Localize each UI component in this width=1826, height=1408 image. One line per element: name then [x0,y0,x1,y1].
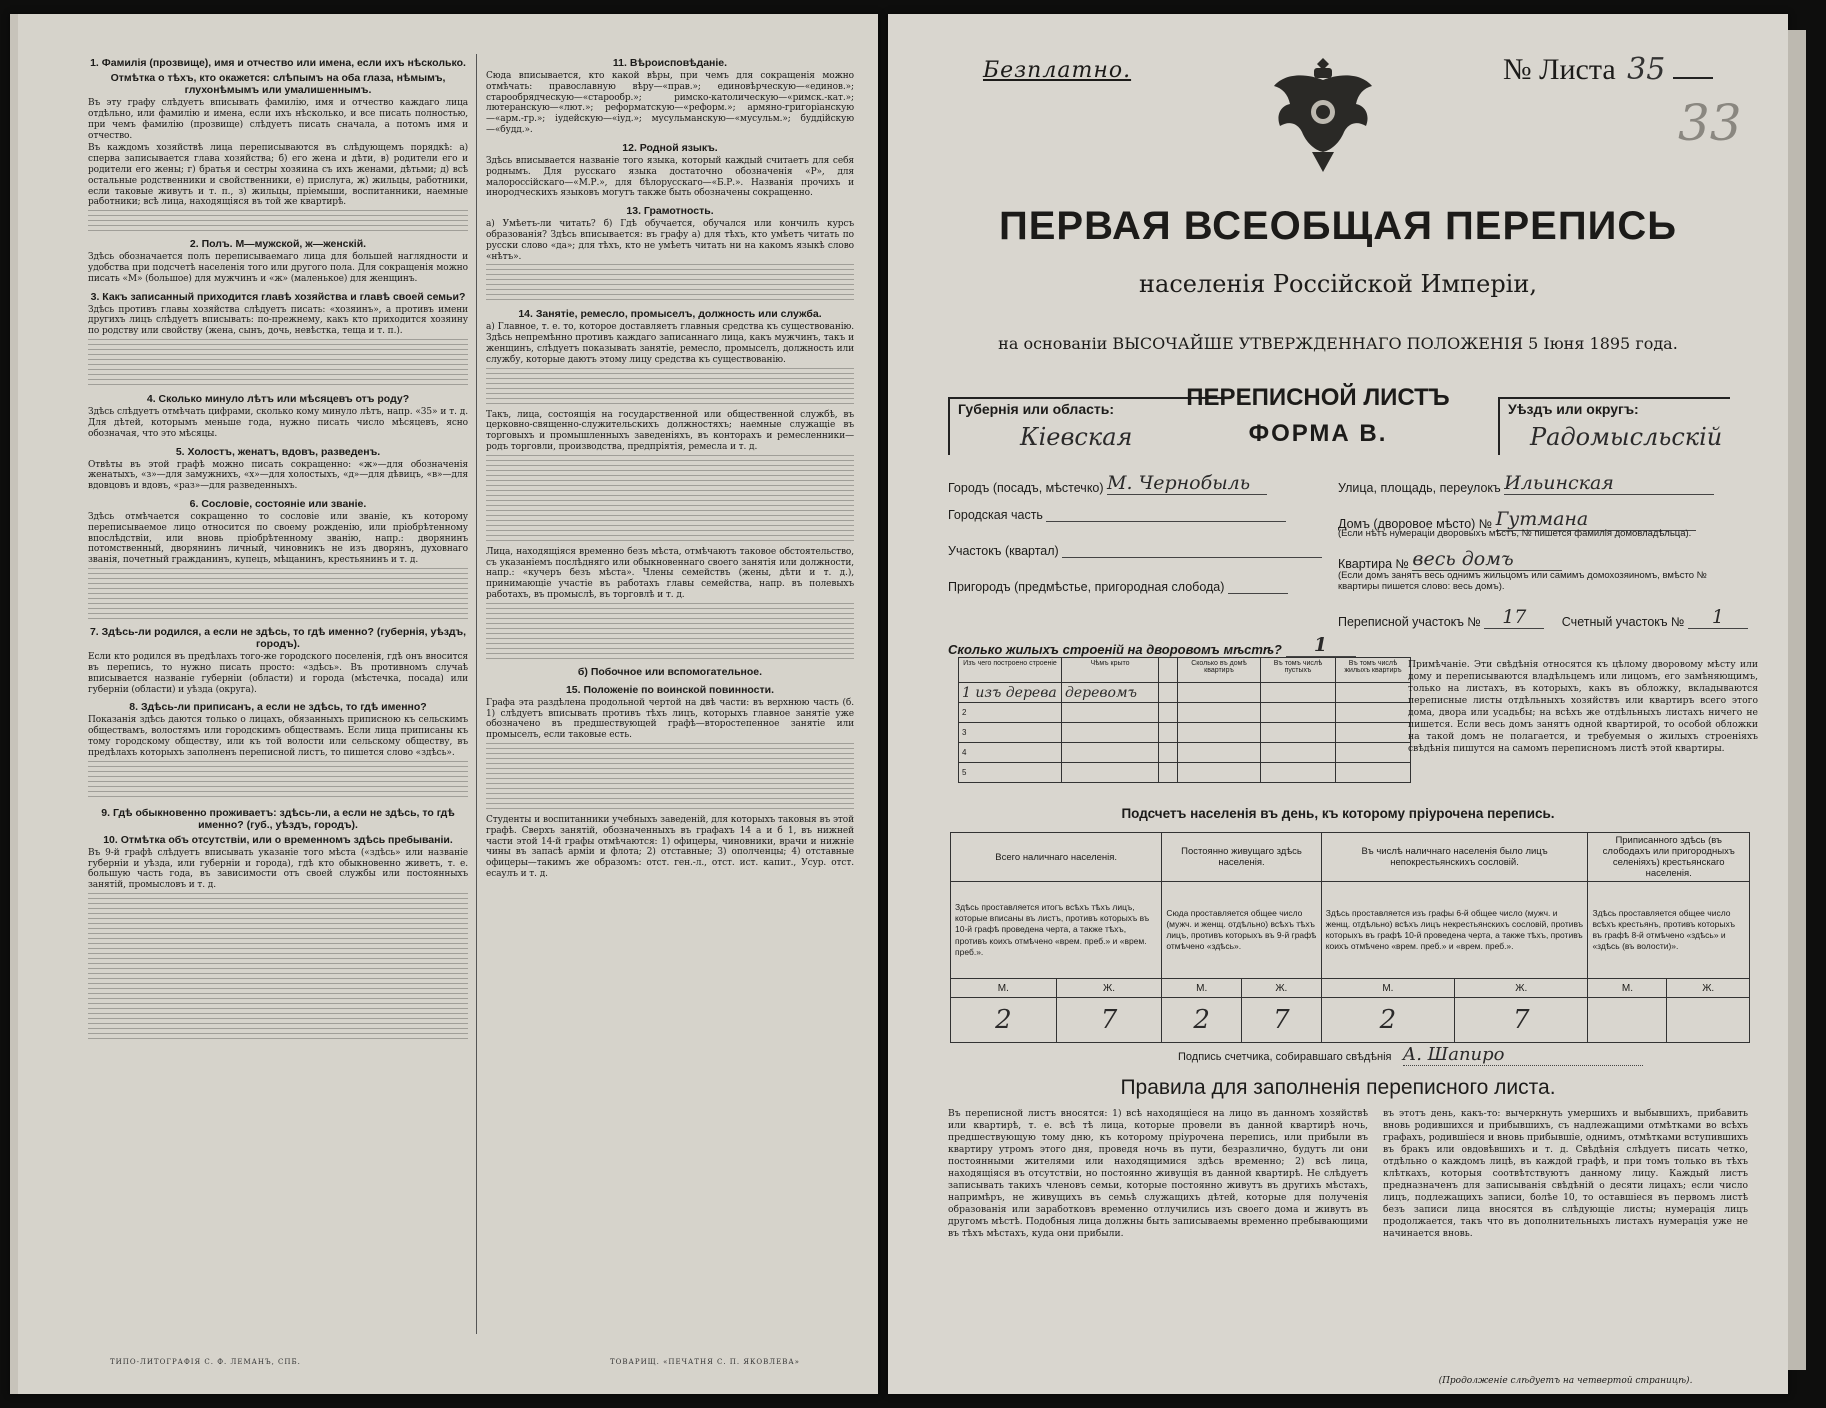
column-description: Здѣсь проставляется итогъ всѣхъ тѣхъ лицъ, которые вписаны въ листъ, противъ которыхъ въ 10-й графѣ проведена черта, а также тѣхъ, противъ коихъ отмѣчено «врем. преб.» и «врем. преб.». [951,882,1162,979]
section-subheading: Отмѣтка о тѣхъ, кто окажется: слѣпымъ на оба глаза, нѣмымъ, глухонѣмымъ или умалишеннымъ. [110,72,446,97]
table-cell [1336,683,1411,703]
page-subtitle-basis: на основаніи ВЫСОЧАЙШЕ УТВЕРЖДЕННАГО ПОЛОЖЕНІЯ 5 Іюня 1895 года. [998,334,1678,353]
house-value: Гутмана [1496,508,1696,531]
section-15 [486,684,854,880]
section-9 [88,807,468,1043]
section-heading: 6. Сословіе, состояніе или званіе. [189,497,367,510]
town-value: М. Чернобыль [1107,472,1267,495]
buildings-count-label: Сколько жилыхъ строеній на дворовомъ мѣстѣ? [948,642,1282,657]
female-count: 7 [1242,998,1322,1043]
column-description: Здѣсь проставляется общее число всѣхъ крестьянъ, противъ которыхъ въ графѣ 8-й отмѣчено «здѣсь» и «здѣсь (въ волости)». [1588,882,1750,979]
section-heading: 15. Положеніе по воинской повинности. [565,683,775,696]
dense-text-block [486,455,854,545]
dense-text-block [88,210,468,232]
imprint-right: ТОВАРИЩ. «ПЕЧАТНЯ С. П. ЯКОВЛЕВА» [610,1358,800,1366]
sheet-number-underline [1673,77,1713,79]
table-cell [1261,763,1336,783]
street-label: Улица, площадь, переулокъ [1338,481,1501,495]
section-2 [88,238,468,284]
male-header: М. [1321,979,1454,998]
table-row [959,723,1411,743]
house-label: Домъ (дворовое мѣсто) № [1338,517,1493,531]
uezd-label: Уѣздъ или округъ: [1508,401,1639,417]
suburb-field [948,580,1288,594]
table-cell [1159,743,1178,763]
counting-district-label: Счетный участокъ № [1561,615,1685,629]
dense-text-block [88,568,468,620]
female-header: Ж. [1667,979,1750,998]
table-cell [1261,743,1336,763]
section-14 [486,308,854,677]
section-text: Графа эта раздѣлена продольной чертой на двѣ части: въ верхнюю часть (б. 1) слѣдуетъ вписывать противъ тѣхъ лицъ, которыхъ главное занятіе уже обозначено въ предшествующей графѣ—второстепенное занятіе или промыселъ, если таковые есть. [486,697,854,741]
table-cell [1178,703,1261,723]
table-header: Изъ чего построено строеніе [959,658,1062,683]
table-row [951,998,1750,1043]
district-field [948,544,1322,558]
section-heading: б) Побочное или вспомогательное. [577,665,763,678]
section-text: Здѣсь противъ главы хозяйства слѣдуетъ писать: «хозяинъ», а противъ имени другихъ лицъ слѣдуетъ вписывать: по-прежнему, какъ кто приходится хозяину по родству или свойству (жена, сынъ, дочь, невѣстка, теща и т. п.). [88,304,468,337]
table-cell [1261,723,1336,743]
sheet-number-label: № Листа [1503,53,1616,86]
town-label: Городъ (посадъ, мѣстечко) [948,481,1104,495]
table-cell [1336,763,1411,783]
district-line [1062,557,1322,558]
left-column-1 [88,54,468,1049]
table-row [959,683,1411,703]
male-count: 2 [1321,998,1454,1043]
column-description: Здѣсь проставляется изъ графы 6-й общее число (мужч. и женщ. отдѣльно) всѣхъ лицъ некрестьянскихъ сословій, противъ которыхъ въ графѣ 10-й проведена черта, а также тѣхъ, противъ коихъ отмѣчено «врем. преб.» и «врем. преб.». [1321,882,1588,979]
section-4 [88,393,468,439]
section-11 [486,57,854,136]
table-row [951,882,1750,979]
table-cell: 2 [959,703,1062,723]
archive-pencil-number: 33 [1678,94,1742,152]
section-heading: 7. Здѣсь-ли родился, а если не здѣсь, то гдѣ именно? (губернія, уѣздъ, городъ). [89,626,467,651]
section-8 [88,701,468,800]
table-cell [1261,703,1336,723]
page-title: ПЕРВАЯ ВСЕОБЩАЯ ПЕРЕПИСЬ [999,204,1677,248]
gubernia-value: Кіевская [1020,423,1133,451]
town-field [948,472,1267,495]
table-cell [1261,683,1336,703]
section-text: Въ 9-й графѣ слѣдуетъ вписывать указаніе того мѣста («здѣсь» или названіе губерніи и уѣзда, или губерніи и города), гдѣ кто обыкновенно живетъ, т. е. большую часть года, въ зависимости отъ своей службы или постоянныхъ занятій, промысловъ и т. д. [88,847,468,891]
section-3 [88,291,468,387]
apartment-label: Квартира № [1338,557,1409,571]
rules-footer: (Продолженіе слѣдуетъ на четвертой страницѣ). [1438,1376,1693,1386]
street-field [1338,472,1714,495]
table-cell [1336,723,1411,743]
column-divider [476,54,477,1334]
table-header: Сколько въ домѣ квартиръ [1178,658,1261,683]
dense-text-block [88,761,468,801]
rules-column-2: въ этотъ день, какъ-то: вычеркнуть умершихъ и выбывшихъ, прибавить вновь родившихся и прибывшихъ, съ надлежащими отмѣтками во всѣхъ графахъ, родившіеся и вновь прибывшіе, однимъ, отмѣтками вступившихъ въ бракъ или овдовѣвшихъ и т. д. Свѣдѣнія слѣдуетъ писать четко, отдѣльно о каждомъ лицѣ, въ каждой графѣ, и при томъ только въ тѣхъ клѣткахъ, которыя соотвѣтствуютъ данному лицу. Каждый листъ предназначенъ для записыванія свѣдѣній о десяти лицахъ; если число лицъ, подлежащихъ записи, болѣе 10, то оставшіеся въ первомъ листѣ безъ записи лица вносятся въ слѣдующіе листы; нумерація лицъ продолжается, такъ что въ дополнительныхъ листахъ нумерація уже не начинается вновь. [1383,1108,1748,1239]
section-text: Лица, находящіяся временно безъ мѣста, отмѣчаютъ таковое обстоятельство, съ указаніемъ послѣдняго или обыкновеннаго своего занятія или должности, напр.: «кучеръ безъ мѣста». Члены семействъ (жены, дѣти и т. д.), принимающіе участіе въ работахъ главы семейства, напр. въ полевыхъ работахъ, въ промыслѣ, въ торговлѣ и т. д. [486,546,854,600]
built-value: изъ дерева [975,684,1057,701]
census-district-label: Переписной участокъ № [1338,615,1481,629]
female-count: 7 [1056,998,1162,1043]
female-header: Ж. [1455,979,1588,998]
female-count [1667,998,1750,1043]
section-heading: 1. Фамилія (прозвище), имя и отчество или имена, если ихъ нѣсколько. [90,57,466,69]
sheet-form: ФОРМА В. [1248,420,1388,447]
table-cell [1159,763,1178,783]
section-text: Сюда вписывается, кто какой вѣры, при чемъ для сокращенія можно отмѣчать: православную вѣру—«прав.»; единовѣрческую—«единов.»; старообрядческую—«старообр.»; римско-католическую—«римск.-кат.»; лютеранскую—«лют.»; реформатскую—«реформ.»; армяно-григоріанскую—«арм.-гр.»; іудейскую—«іуд.»; мусульманскую—«мусульм.»; буддійскую—«будд.». [486,71,854,136]
section-text: Если кто родился въ предѣлахъ того-же городского поселенія, гдѣ онъ вносится въ перепись, то нужно писать просто: «здѣсь». Въ противномъ случаѣ вписывается названіе губерніи (области) и города (мѣстечка, посада) или губерніи (области) и уѣзда (округа). [88,652,468,695]
house-note: (Если нѣтъ нумераціи дворовыхъ мѣстъ, № пишется фамилія домовладѣльца). [1338,528,1692,539]
table-cell [1178,743,1261,763]
district-label: Участокъ (квартал) [948,544,1059,558]
population-count-title: Подсчетъ населенія въ день, къ которому пріурочена перепись. [1121,806,1555,821]
suburb-line [1228,593,1288,594]
section-7 [88,626,468,695]
section-1 [88,57,468,232]
table-header: Постоянно живущаго здѣсь населенія. [1162,833,1321,882]
dense-text-block [88,339,468,387]
male-header: М. [1162,979,1242,998]
table-cell [1159,683,1178,703]
counting-district-value: 1 [1688,606,1748,629]
double-headed-eagle-icon [1268,54,1378,174]
table-cell: 3 [959,723,1062,743]
table-row [959,703,1411,723]
male-count: 2 [1162,998,1242,1043]
gubernia-label: Губернія или область: [958,401,1115,417]
table-row [959,763,1411,783]
buildings-count-value: 1 [1286,634,1356,657]
section-heading: 3. Какъ записанный приходится главѣ хозяйства и главѣ своей семьи? [90,290,466,303]
table-header: Въ томъ числѣ пустыхъ [1261,658,1336,683]
section-12 [486,142,854,199]
section-text: Студенты и воспитанники учебныхъ заведеній, для которыхъ таковыя въ этой графѣ. Сверхъ занятій, обозначенныхъ въ графахъ 14 а и б 1, въ нижней части этой 14-й графы отмѣчаются: 1) офицеры, чиновники, врачи и нижніе чины въ запасѣ арміи и флота; 2) отставные; 3) ополченцы; 4) отставные офицеры—такимъ же образомъ: отст. ген.-л., отст. ист. капит., Усур. отст. есаулъ и т. д. [486,815,854,880]
section-subheading: 10. Отмѣтка объ отсутствіи, или о временномъ здѣсь пребываніи. [103,833,453,846]
table-cell [1336,703,1411,723]
table-row [959,743,1411,763]
female-count: 7 [1455,998,1588,1043]
section-heading: 9. Гдѣ обыкновенно проживаетъ: здѣсь-ли, а если не здѣсь, то гдѣ именно? (губ., уѣздъ, городъ). [101,806,455,831]
table-header: Въ томъ числѣ жилыхъ квартиръ [1336,658,1411,683]
dense-text-block [88,893,468,1043]
right-page [888,14,1788,1394]
buildings-table [958,657,1411,783]
section-13 [486,205,854,302]
sheet-number [1503,52,1713,87]
section-text: а) Главное, т. е. то, которое доставляетъ главныя средства къ существованію. Здѣсь непремѣнно противъ каждаго записаннаго лица, какъ мужчинъ, такъ и женщинъ, слѣдуетъ показывать занятіе, ремесло, промыселъ, должность или службу, которые даютъ этому лицу средства къ существованію. [486,322,854,365]
census-district-field [1338,606,1748,629]
sheet-number-value: 35 [1627,52,1666,87]
table-header: Чѣмъ крыто [1062,658,1159,683]
table-cell [1178,763,1261,783]
section-text: а) Умѣетъ-ли читать? б) Гдѣ обучается, обучался или кончилъ курсъ образованія? Здѣсь вписывается: въ графу а) для тѣхъ, кто умѣетъ читать по русски слово «да»; для тѣхъ, кто не умѣетъ читать ни на какомъ языкѣ слово «нѣтъ». [486,219,854,262]
row-number: 1 [962,684,971,701]
table-cell [1062,743,1159,763]
table-header: Въ числѣ наличнаго населенія было лицъ непокрестьянскихъ сословій. [1321,833,1588,882]
page-subtitle: населенія Россійской Имперіи, [1139,270,1537,298]
table-header: Приписанного здѣсь (въ слободахъ или пригородныхъ селеніяхъ) крестьянскаго населенія. [1588,833,1750,882]
signature-value: А. Шапиро [1403,1044,1643,1066]
census-district-value: 17 [1484,606,1544,629]
section-text: Въ эту графу слѣдуетъ вписывать фамилію, имя и отчество каждаго лица отдѣльно, или фамилію и имена, если ихъ нѣсколько, и все писать полностью, при чемъ фамилію (прозвище) слѣдуетъ писать сначала, а потомъ имя и отчество. [88,98,468,141]
free-label: Безплатно. [983,58,1132,83]
city-part-field [948,508,1286,522]
population-count-table [950,832,1750,1043]
section-text: Въ каждомъ хозяйствѣ лица переписываются въ слѣдующемъ порядкѣ: а) сперва записывается глава хозяйства; б) его жена и дѣти, в) родители его и родители его жены; г) братья и сестры хозяина съ ихъ женами, дѣтьми; д) всѣ остальные родственники и свойственники, е) прислуга, ж) жильцы, работники, если таковые живутъ и т. п., з) жильцы, пріемыши, воспитанники, наемные работники; всѣ лица, находящіяся въ той же квартирѣ. [88,143,468,208]
suburb-label: Пригородъ (предмѣстье, пригородная слобода) [948,580,1225,594]
uezd-value: Радомысльскій [1530,423,1723,451]
section-text: Отвѣты въ этой графѣ можно писать сокращенно: «ж»—для обозначенія женатыхъ, «з»—для замужнихъ, «х»—для холостыхъ, «д»—для дѣвицъ, «в»—для вдовцовъ и вдовъ, «раз»—для разведенныхъ. [88,459,468,492]
rules-title: Правила для заполненія переписного листа. [1120,1076,1556,1099]
left-column-2 [486,54,854,886]
page-stack-edge-right [1788,30,1806,1370]
uezd-field [1498,397,1730,455]
section-heading: 13. Грамотность. [626,205,714,218]
left-page [10,14,878,1394]
page-stack-edge [10,14,18,1394]
table-cell [1062,763,1159,783]
table-cell: 5 [959,763,1062,783]
dense-text-block [486,368,854,408]
buildings-note: Примѣчаніе. Эти свѣдѣнія относятся къ цѣлому дворовому мѣсту или дому и переписываются владѣльцемъ или лицомъ, его замѣняющимъ, только на листахъ, въ которыхъ, какъ въ обложку, вкладываются переписные листы отдѣльныхъ хозяйствъ или квартиръ всего этого дома, двора или усадьбы; на всѣхъ же отдѣльныхъ листахъ ничего не пишется. Если весь домъ занятъ одной квартирой, то особой обложки на такой домъ не полагается, и требуемыя о жилыхъ строеніяхъ свѣдѣнія пишутся на самомъ переписномъ листѣ этой квартиры. [1408,659,1758,754]
street-value: Ильинская [1504,472,1714,495]
section-5 [88,446,468,492]
section-heading: 8. Здѣсь-ли приписанъ, а если не здѣсь, то гдѣ именно? [129,701,427,714]
section-heading: 5. Холостъ, женатъ, вдовъ, разведенъ. [175,445,381,458]
section-heading: 12. Родной языкъ. [622,141,718,154]
signature-label: Подпись счетчика, собиравшаго свѣдѣнія [1178,1051,1392,1063]
table-row [951,979,1750,998]
dense-text-block [486,603,854,663]
female-header: Ж. [1242,979,1322,998]
table-cell [1178,723,1261,743]
table-cell [959,683,1062,703]
imprint-left: ТИПО-ЛИТОГРАФІЯ С. Ф. ЛЕМАНЪ, СПБ. [110,1358,301,1366]
section-heading: 4. Сколько минуло лѣтъ или мѣсяцевъ отъ роду? [146,393,410,406]
table-cell [1062,723,1159,743]
apartment-value: весь домъ [1412,548,1562,571]
dense-text-block [486,264,854,302]
table-cell [1178,683,1261,703]
enumerator-signature [1178,1044,1643,1066]
male-header: М. [1588,979,1667,998]
female-header: Ж. [1056,979,1162,998]
table-cell: деревомъ [1062,683,1159,703]
city-part-label: Городская часть [948,508,1043,522]
section-text: Здѣсь отмѣчается сокращенно то сословіе или званіе, къ которому переписываемое лицо относится по своему рожденію, или пріобрѣтенному впослѣдствіи, или вновь пріобрѣтенному званію, напр.: дворянинъ потомственный, дворянинъ личный, чиновникъ не изъ дворянъ, духовнаго званія, почетный гражданинъ, купецъ, мѣщанинъ, крестьянинъ и т. д. [88,512,468,566]
apartment-field [1338,548,1562,571]
section-text: Такъ, лица, состоящія на государственной или общественной службѣ, въ церковно-священно-служительскихъ должностяхъ; наемные служащіе въ торговыхъ и промышленныхъ заведеніяхъ, въ конторахъ и ремесленники—родъ торговли, производства, предпріятія, ремесла и т. д. [486,409,854,452]
table-cell [1062,703,1159,723]
sheet-title: ПЕРЕПИСНОЙ ЛИСТЪ [1186,384,1450,411]
table-header-row [951,833,1750,882]
column-description: Сюда проставляется общее число (мужч. и женщ. отдѣльно) всѣхъ тѣхъ лицъ, противъ которыхъ въ 9-й графѣ отмѣчено «здѣсь». [1162,882,1321,979]
table-header: Всего наличнаго населенія. [951,833,1162,882]
buildings-count-field [948,634,1356,657]
section-heading: 14. Занятіе, ремесло, промыселъ, должность или служба. [518,308,822,321]
table-cell [1336,743,1411,763]
male-count: 2 [951,998,1057,1043]
male-count [1588,998,1667,1043]
table-cell [1159,723,1178,743]
rules-column-1: Въ переписной листъ вносятся: 1) всѣ находящіеся на лицо въ данномъ хозяйствѣ или квартирѣ, т. е. всѣ тѣ лица, которые провели въ данной квартирѣ ночь, предшествующую тому дню, къ которому пріурочена перепись, или прибыли въ квартиру утромъ этого дня, проведя ночь въ пути, безразлично, будутъ ли они постоянными жителями или находящимися здѣсь временно; 2) всѣ лица, находящіяся въ отсутствіи, но постоянно живущія въ данной квартирѣ. Не слѣдуетъ записывать такихъ членовъ семьи, которые постоянно живутъ въ другихъ мѣстахъ, напримѣръ, не живущихъ въ семьѣ служащихъ дѣтей, которые для полученія образованія или заработковъ временно отлучились изъ своего дома и живутъ въ другомъ мѣстѣ. Подобныя лица должны быть записываемы временно пребывающими въ тѣхъ мѣстахъ, куда они прибыли. [948,1108,1368,1239]
table-header-spacer [1159,658,1178,683]
section-6 [88,498,468,620]
male-header: М. [951,979,1057,998]
section-text: Показанія здѣсь даются только о лицахъ, обязанныхъ приписною къ сельскимъ обществамъ, волостямъ или городскимъ обществамъ. Если лица приписаны къ тому городскому обществу, или къ той волости или сельскому обществу, въ предѣлахъ которыхъ заполненъ переписной листъ, то пишется слово «здѣсь». [88,715,468,758]
section-heading: 11. Вѣроисповѣданіе. [612,57,728,69]
section-text: Здѣсь обозначается полъ переписываемаго лица для большей наглядности и удобства при подсчетѣ населенія того или другого пола. Для сокращенія можно писать «М» (большое) для мужчинъ и «ж» (маленькое) для женщинъ. [88,252,468,284]
section-text: Здѣсь вписывается названіе того языка, который каждый считаетъ для себя роднымъ. Для русскаго языка достаточно обозначенія «Р», для малороссійскаго—«М.Р.», для бѣлорусскаго—«Б.Р.». Названія прочихъ и инородческихъ языковъ могутъ также быть обозначены сокращенно. [486,155,854,199]
section-heading: 2. Полъ. М—мужской, ж—женскій. [189,238,367,251]
dense-text-block [486,743,854,813]
section-text: Здѣсь слѣдуетъ отмѣчать цифрами, сколько кому минуло лѣтъ, напр. «35» и т. д. Для дѣтей, которымъ меньше года, нужно писать число мѣсяцевъ, ясно обозначая, что это мѣсяцы. [88,407,468,439]
table-header-row [959,658,1411,683]
city-part-line [1046,521,1286,522]
apartment-note: (Если домъ занятъ весь однимъ жильцомъ или самимъ домохозяиномъ, вмѣсто № квартиры пишется слово: весь домъ). [1338,570,1707,592]
table-cell: 4 [959,743,1062,763]
table-cell [1159,703,1178,723]
